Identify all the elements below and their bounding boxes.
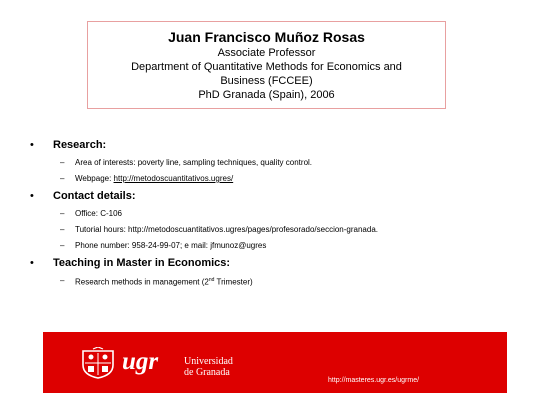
- contact-heading: [30, 189, 510, 203]
- webpage-link[interactable]: http://metodoscuantitativos.ugres/: [113, 174, 234, 183]
- university-crest-icon: [79, 347, 117, 379]
- research-interests: Area of interests: poverty line, sampling techniques, quality control.: [75, 158, 313, 167]
- university-name: [184, 356, 233, 378]
- footer-banner: [43, 332, 507, 393]
- dash-icon: –: [60, 209, 65, 218]
- research-heading: [30, 138, 510, 152]
- phd-line: PhD Granada (Spain), 2006: [198, 89, 335, 101]
- svg-text:ugr: ugr: [122, 348, 159, 375]
- course-superscript: nd: [208, 277, 215, 283]
- teaching-title: Teaching in Master in Economics:: [53, 257, 231, 269]
- office-text: Office: C-106: [75, 209, 122, 218]
- tutorial-item: [30, 224, 510, 235]
- footer-url-link[interactable]: http://masteres.ugr.es/ugrme/: [328, 377, 420, 384]
- webpage-label: Webpage:: [75, 174, 114, 183]
- bullet-icon: •: [30, 139, 34, 151]
- ugr-logo: [121, 345, 181, 377]
- position-title: Associate Professor: [217, 47, 316, 59]
- research-title: Research:: [53, 139, 107, 151]
- course-item: [30, 275, 510, 288]
- office-item: [30, 208, 510, 219]
- phone-text: Phone number: 958-24-99-07; e mail: jfmunoz@ugres: [75, 241, 267, 250]
- dash-icon: –: [60, 225, 65, 234]
- university-line1: Universidad: [184, 356, 233, 367]
- slide-content: [30, 133, 510, 288]
- bullet-icon: •: [30, 190, 34, 202]
- bullet-icon: •: [30, 257, 34, 269]
- professor-name: Juan Francisco Muñoz Rosas: [168, 29, 365, 45]
- dash-icon: –: [60, 276, 65, 285]
- teaching-heading: [30, 256, 510, 270]
- dash-icon: –: [60, 158, 65, 167]
- research-interests-item: [30, 157, 510, 168]
- course-suffix: Trimester): [214, 277, 253, 287]
- department-line2: Business (FCCEE): [220, 75, 313, 87]
- dash-icon: –: [60, 241, 65, 250]
- department-line1: Department of Quantitative Methods for Economics and: [131, 61, 402, 73]
- title-box: [87, 21, 446, 109]
- phone-item: [30, 240, 510, 251]
- tutorial-text: Tutorial hours: http://metodoscuantitativos.ugres/pages/profesorado/seccion-granada.: [75, 225, 378, 234]
- dash-icon: –: [60, 174, 65, 183]
- course-prefix: Research methods in management (2: [75, 277, 209, 287]
- university-line2: de Granada: [184, 367, 230, 378]
- contact-title: Contact details:: [53, 190, 136, 202]
- research-webpage-item: [30, 173, 510, 184]
